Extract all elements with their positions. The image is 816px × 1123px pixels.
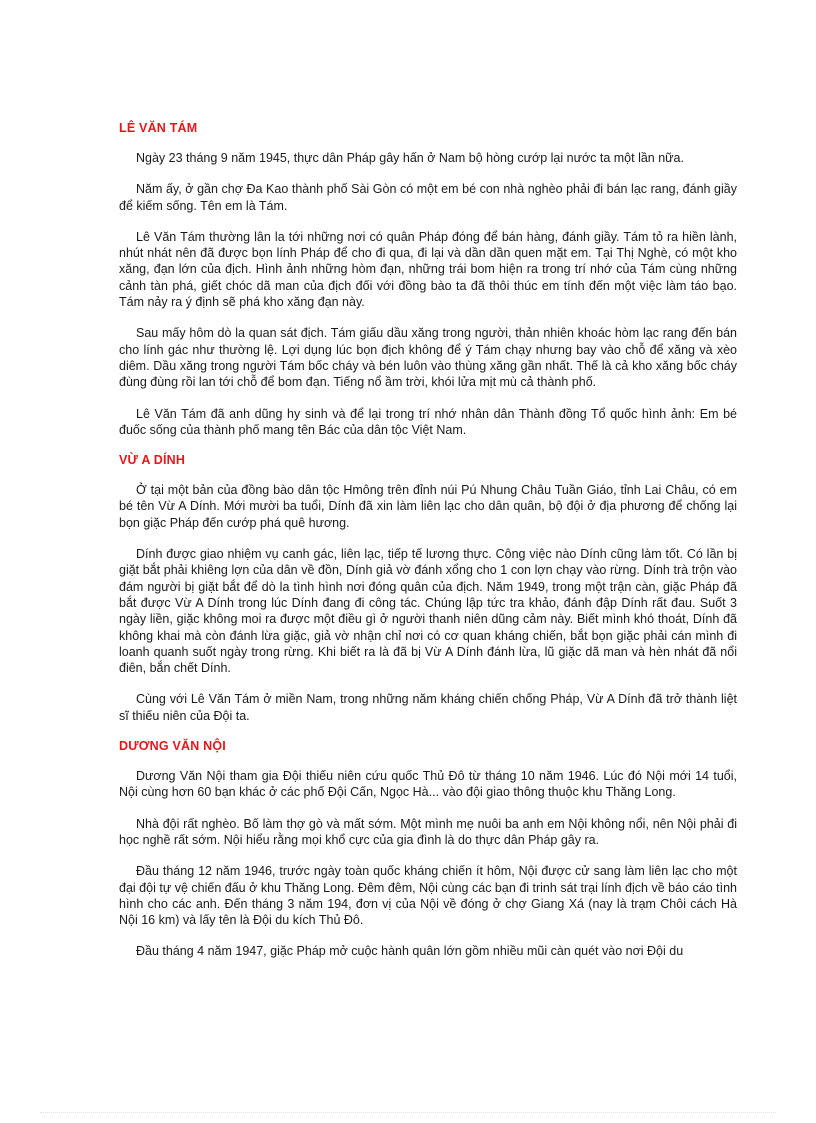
- paragraph: Dương Văn Nội tham gia Đội thiếu niên cứu quốc Thủ Đô từ tháng 10 năm 1946. Lúc đó Nội mới 14 tuổi, Nội cùng hơn 60 bạn khác ở các phố Đội Cấn, Ngọc Hà... vào đội giao thông thuộc khu Thăng Long.: [119, 769, 737, 800]
- paragraph: Cùng với Lê Văn Tám ở miền Nam, trong những năm kháng chiến chống Pháp, Vừ A Dính đã trở thành liệt sĩ thiếu niên của Đội ta.: [119, 692, 737, 723]
- paragraph: Đầu tháng 4 năm 1947, giặc Pháp mở cuộc hành quân lớn gồm nhiều mũi càn quét vào nơi Đội du: [136, 944, 684, 959]
- paragraph: Ở tại một bản của đồng bào dân tộc Hmông trên đỉnh núi Pú Nhung Châu Tuần Giáo, tỉnh Lai Châu, có em bé tên Vừ A Dính. Mới mười ba tuổi, Dính đã xin làm liên lạc cho dân quân, bộ đội ở địa phương để chống lại bọn giặc Pháp đến cướp phá quê hương.: [119, 483, 737, 530]
- section-title-vu-a-dinh: VỪ A DÍNH: [119, 453, 186, 468]
- paragraph: Nhà đội rất nghèo. Bố làm thợ gò và mất sớm. Một mình mẹ nuôi ba anh em Nội không nổi, nên Nội phải đi học nghề rất sớm. Nội hiểu rằng mọi khổ cực của gia đình là do thực dân Pháp gây ra.: [119, 816, 737, 847]
- paragraph: Lê Văn Tám đã anh dũng hy sinh và để lại trong trí nhớ nhân dân Thành đồng Tổ quốc hình ảnh: Em bé đuốc sống của thành phố mang tên Bác của dân tộc Việt Nam.: [119, 406, 737, 437]
- section-title-le-van-tam: LÊ VĂN TÁM: [119, 121, 198, 135]
- document-body: [119, 120, 737, 960]
- paragraph: Ngày 23 tháng 9 năm 1945, thực dân Pháp gây hấn ở Nam bộ hòng cướp lại nước ta một lần nữa.: [136, 151, 684, 165]
- paragraph: Lê Văn Tám thường lân la tới những nơi có quân Pháp đóng để bán hàng, đánh giầy. Tám tỏ ra hiền lành, nhút nhát nên đã được bọn lính Pháp để cho đi qua, đi lại và dần dần quen mặt em. Tại Thị Nghè, có một kho xăng, đạn lớn của địch. Hình ảnh những hòm đạn, những trái bom hiện ra trong trí nhớ của Tám cùng những cảnh tàn phá, giết chóc dã man của địch đối với đồng bào ta đã thôi thúc em tính đến một việc làm táo bạo. Tám nảy ra ý định sẽ phá kho xăng đạn này.: [119, 229, 737, 310]
- paragraph: Sau mấy hôm dò la quan sát địch. Tám giấu dầu xăng trong người, thản nhiên khoác hòm lạc rang đến bán cho lính gác như thường lệ. Lợi dụng lúc bọn địch không để ý Tám chạy nhưng bay vào chỗ để xăng và xèo diêm. Dầu xăng trong người Tám bốc cháy và bén luôn vào thùng xăng gần nhất. Thế là cả kho xăng bốc cháy đùng đùng rồi lan tới chỗ để bom đạn. Tiếng nổ ầm trời, khói lửa mịt mù cả thành phố.: [119, 326, 737, 390]
- paragraph: Đầu tháng 12 năm 1946, trước ngày toàn quốc kháng chiến ít hôm, Nội được cử sang làm liên lạc cho một đại đội tự vệ chiến đấu ở khu Thăng Long. Đêm đêm, Nội cùng các bạn đi trinh sát trại lính địch về báo cáo tình hình cho các anh. Đến tháng 3 năm 194, đơn vị của Nội về đóng ở chợ Giang Xá (nay là trạm Chôi cách Hà Nội 16 km) và lấy tên là Đội du kích Thủ Đô.: [119, 864, 737, 928]
- paragraph: Dính được giao nhiệm vụ canh gác, liên lạc, tiếp tế lương thực. Công việc nào Dính cũng làm tốt. Có lần bị giặt bắt phải khiêng lợn của dân về đồn, Dính giả vờ đánh xổng cho 1 con lợn chạy vào rừng. Dính trà trộn vào đám người bị giặt bắt để dò la tình hình nơi đóng quân của địch. Năm 1949, trong một trận càn, giặc Pháp đã bắt được Vừ A Dính trong lúc Dính đang đi công tác. Chúng lập tức tra khảo, đánh đập Dính rất đau. Suốt 3 ngày liền, giặc không moi ra được một điều gì ở người thanh niên dũng cảm này. Biết mình khó thoát, Dính đã không khai mà còn đánh lừa giặc, giả vờ nhận chỉ nơi có cơ quan kháng chiến, bắt bọn giặc phải cán mình đi loanh quanh suốt ngày trong rừng. Khi biết ra là đã bị Vừ A Dính đánh lừa, lũ giặc dã man và hèn nhát đã nổi điên, bắn chết Dính.: [119, 547, 737, 676]
- section-title-duong-van-noi: DƯƠNG VĂN NỘI: [119, 739, 226, 754]
- paragraph: Năm ấy, ở gần chợ Đa Kao thành phố Sài Gòn có một em bé con nhà nghèo phải đi bán lạc rang, đánh giầy để kiếm sống. Tên em là Tám.: [119, 182, 737, 213]
- page-bottom-divider: [40, 1112, 776, 1113]
